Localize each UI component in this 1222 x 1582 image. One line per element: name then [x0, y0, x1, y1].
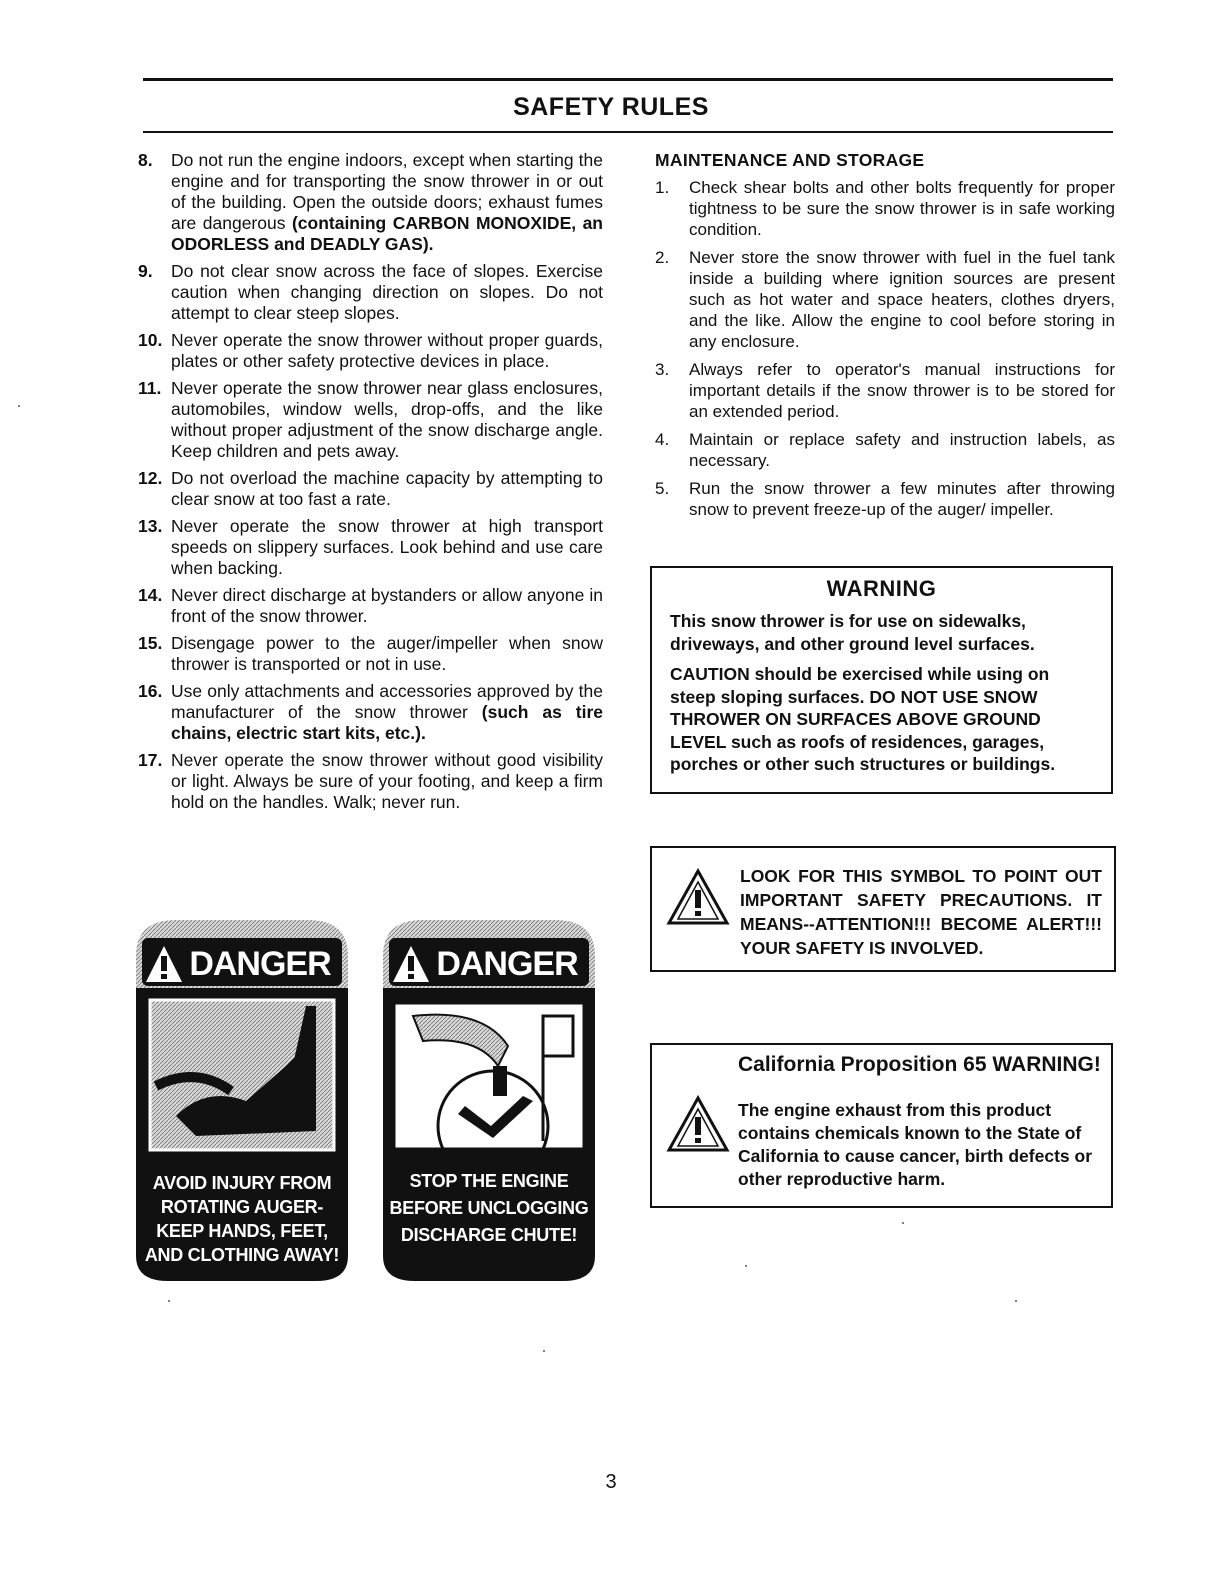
- rule-text: [171, 750, 603, 813]
- maintenance-item: [655, 429, 1115, 471]
- danger-caption-line: KEEP HANDS, FEET,: [156, 1221, 328, 1241]
- rule-number: 10.: [138, 330, 163, 350]
- danger-caption-line: ROTATING AUGER-: [160, 1197, 324, 1217]
- maintenance-list: [655, 177, 1115, 520]
- rule-text-plain: Do not overload the machine capacity by attempting to clear snow at too fast a rate.: [171, 468, 603, 509]
- prop65-warning-box: [650, 1043, 1113, 1208]
- scan-speck: [543, 1350, 545, 1352]
- maintenance-heading: MAINTENANCE AND STORAGE: [655, 150, 925, 170]
- rule-number: 14.: [138, 585, 163, 605]
- danger-sign-heading: DANGER: [189, 945, 331, 983]
- warning-title: WARNING: [826, 576, 937, 601]
- safety-rule-item: [138, 516, 603, 579]
- rule-number: 11.: [138, 378, 162, 398]
- danger-caption-line: AND CLOTHING AWAY!: [144, 1245, 340, 1265]
- warning-triangle-icon: [666, 868, 730, 931]
- title-underline: [143, 131, 1113, 133]
- rule-text-plain: Use only attachments and accessories approved by the manufacturer of the snow thrower: [171, 681, 603, 722]
- safety-rule-item: [138, 585, 603, 627]
- safety-rule-item: [138, 150, 603, 255]
- maintenance-item: [655, 359, 1115, 422]
- prop65-text: The engine exhaust from this product contains chemicals known to the State of California to cause cancer, birth defects or other reproductive harm.: [738, 1100, 1092, 1189]
- danger-caption-line: STOP THE ENGINE: [409, 1171, 569, 1191]
- scan-speck: [168, 1300, 170, 1302]
- scan-speck: [18, 405, 20, 407]
- page-number: 3: [605, 1471, 617, 1493]
- rule-number: 15.: [138, 633, 163, 653]
- maintenance-section: [655, 150, 1115, 527]
- warning-paragraph-usage: This snow thrower is for use on sidewalks, driveways, and other ground level surfaces.: [670, 611, 1035, 654]
- maintenance-item: [655, 247, 1115, 352]
- rule-text: [171, 150, 603, 255]
- rule-number: 12.: [138, 468, 163, 488]
- rule-text-plain: Disengage power to the auger/impeller when snow thrower is transported or not in use.: [171, 633, 603, 674]
- maintenance-item: [655, 177, 1115, 240]
- maintenance-number: 1.: [655, 178, 670, 197]
- danger-sign-auger: [136, 916, 348, 1281]
- maintenance-text: Never store the snow thrower with fuel in the fuel tank inside a building where ignition sources are present such as hot water and space heaters, clothes dryers, and the like. Allow the engine to cool before storing in any enclosure.: [689, 248, 1115, 351]
- safety-rules-list: [138, 150, 603, 819]
- rule-text: [171, 681, 603, 744]
- rule-text-plain: Never operate the snow thrower without good visibility or light. Always be sure of your footing, and keep a firm hold on the handles. Walk; never run.: [171, 750, 603, 812]
- warning-box: [650, 566, 1113, 794]
- maintenance-number: 3.: [655, 360, 670, 379]
- prop65-title: California Proposition 65 WARNING!: [738, 1053, 1101, 1076]
- rule-text: [171, 378, 603, 462]
- top-rule: [143, 78, 1113, 81]
- safety-rule-item: [138, 468, 603, 510]
- rule-text-plain: Never operate the snow thrower at high transport speeds on slippery surfaces. Look behind and use care when backing.: [171, 516, 603, 578]
- rule-text-plain: Do not clear snow across the face of slopes. Exercise caution when changing direction on slopes. Do not attempt to clear steep slopes.: [171, 261, 603, 323]
- safety-symbol-text: LOOK FOR THIS SYMBOL TO POINT OUT IMPORTANT SAFETY PRECAUTIONS. IT MEANS--ATTENTION!!! BECOME ALERT!!! YOUR SAFETY IS INVOLVED.: [740, 866, 1102, 958]
- rule-text-plain: Never operate the snow thrower near glass enclosures, automobiles, window wells, drop-offs, and the like without proper adjustment of the snow discharge angle. Keep children and pets away.: [171, 378, 603, 461]
- danger-caption-line: AVOID INJURY FROM: [152, 1173, 332, 1193]
- rule-text: [171, 330, 603, 372]
- rule-number: 9.: [138, 261, 153, 281]
- maintenance-text: Maintain or replace safety and instruction labels, as necessary.: [689, 430, 1115, 470]
- rule-text-bold: (containing CARBON MONOXIDE, an ODORLESS and DEADLY GAS).: [171, 213, 603, 254]
- rule-text: [171, 468, 603, 510]
- warning-triangle-icon: [666, 1095, 730, 1158]
- safety-symbol-box: [650, 846, 1116, 972]
- maintenance-text: Always refer to operator's manual instructions for important details if the snow thrower is to be stored for an extended period.: [689, 360, 1115, 421]
- safety-rule-item: [138, 633, 603, 675]
- scan-speck: [745, 1265, 747, 1267]
- rule-text: [171, 516, 603, 579]
- maintenance-number: 2.: [655, 248, 670, 267]
- safety-rule-item: [138, 261, 603, 324]
- danger-caption-line: DISCHARGE CHUTE!: [400, 1225, 578, 1245]
- rule-text: [171, 261, 603, 324]
- page-title: SAFETY RULES: [513, 93, 709, 121]
- scan-speck: [1015, 1300, 1017, 1302]
- safety-rule-item: [138, 330, 603, 372]
- maintenance-item: [655, 478, 1115, 520]
- rule-number: 13.: [138, 516, 163, 536]
- safety-rule-item: [138, 378, 603, 462]
- danger-sign-chute: [383, 916, 595, 1281]
- maintenance-text: Check shear bolts and other bolts frequently for proper tightness to be sure the snow thrower is in safe working condition.: [689, 178, 1115, 239]
- maintenance-text: Run the snow thrower a few minutes after throwing snow to prevent freeze-up of the auger/ impeller.: [689, 479, 1115, 519]
- maintenance-number: 5.: [655, 479, 670, 498]
- danger-caption-line: BEFORE UNCLOGGING: [389, 1198, 589, 1218]
- scan-speck: [902, 1222, 904, 1224]
- rule-text-plain: Never operate the snow thrower without proper guards, plates or other safety protective devices in place.: [171, 330, 603, 371]
- warning-paragraph-caution: CAUTION should be exercised while using on steep sloping surfaces. DO NOT USE SNOW THROWER ON SURFACES ABOVE GROUND LEVEL such as roofs of residences, garages, porches or other such structures or buildings.: [670, 664, 1056, 774]
- rule-text: [171, 633, 603, 675]
- rule-number: 8.: [138, 150, 153, 170]
- rule-text-plain: Do not run the engine indoors, except when starting the engine and for transporting the snow thrower in or out of the building. Open the outside doors; exhaust fumes are dangerous: [171, 150, 603, 233]
- rule-text-plain: Never direct discharge at bystanders or allow anyone in front of the snow thrower.: [171, 585, 603, 626]
- rule-number: 16.: [138, 681, 163, 701]
- maintenance-number: 4.: [655, 430, 670, 449]
- rule-text: [171, 585, 603, 627]
- safety-rule-item: [138, 750, 603, 813]
- rule-text-bold: (such as tire chains, electric start kits, etc.).: [171, 702, 603, 743]
- rule-number: 17.: [138, 750, 163, 770]
- danger-sign-heading: DANGER: [436, 945, 578, 983]
- safety-rule-item: [138, 681, 603, 744]
